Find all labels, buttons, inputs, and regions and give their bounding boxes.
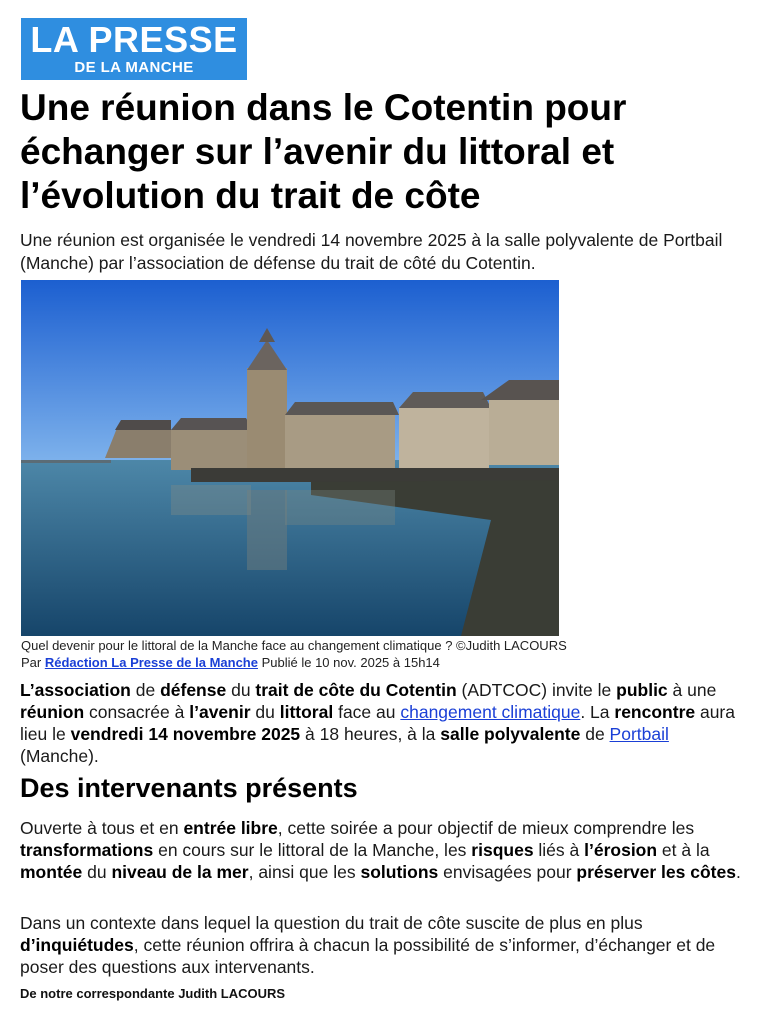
article-photo[interactable] [21,280,559,636]
bold-text: rencontre [614,702,696,722]
text: Dans un contexte dans lequel la question du trait de côte suscite de plus en plus [20,913,643,933]
text: liés à [533,840,585,860]
bold-text: réunion [20,702,85,722]
text: de [580,724,610,744]
photo-illustration [21,280,559,636]
bold-text: risques [471,840,534,860]
author-signature: De notre correspondante Judith LACOURS [20,986,286,1001]
site-logo[interactable] [21,18,247,80]
text: envisagées pour [438,862,577,882]
bold-text: l’avenir [189,702,251,722]
text: à une [667,680,717,700]
text: du [250,702,280,722]
paragraph-2 [20,817,750,883]
publish-date: Publié le 10 nov. 2025 à 15h14 [257,655,440,670]
section-heading: Des intervenants présents [20,773,358,803]
text: . La [580,702,615,722]
text: en cours sur le littoral de la Manche, les [153,840,472,860]
bold-text: transformations [20,840,154,860]
text: (ADTCOC) invite le [456,680,617,700]
portbail-link[interactable]: Portbail [609,724,669,744]
author-link[interactable]: Rédaction La Presse de la Manche [44,655,258,670]
byline-prefix: Par [21,655,45,670]
logo-line-2: DE LA MANCHE [74,59,194,76]
byline [21,655,741,671]
text: face au [333,702,401,722]
paragraph-3 [20,912,750,978]
paragraph-1 [20,679,750,767]
bold-text: niveau de la mer [111,862,249,882]
text: et à la [657,840,710,860]
text: consacrée à [84,702,190,722]
bold-text: solutions [360,862,439,882]
text: à 18 heures, à la [300,724,441,744]
bold-text: public [616,680,668,700]
text: de [130,680,161,700]
bold-text: vendredi 14 novembre 2025 [70,724,301,744]
bold-text: montée [20,862,83,882]
bold-text: entrée libre [183,818,278,838]
text: , cette soirée a pour objectif de mieux comprendre les [277,818,695,838]
article-title: Une réunion dans le Cotentin pour échanger sur l’avenir du littoral et l’évolution du trait de côte [20,87,627,216]
bold-text: préserver les côtes [576,862,736,882]
text: Ouverte à tous et en [20,818,184,838]
climate-change-link[interactable]: changement climatique [400,702,581,722]
bold-text: défense [160,680,227,700]
bold-text: littoral [279,702,334,722]
bold-text: L’association [20,680,131,700]
bold-text: l’érosion [584,840,658,860]
text: (Manche). [20,746,99,766]
text: , cette réunion offrira à chacun la possibilité de s’informer, d’échanger et de poser des questions aux intervenants. [20,935,716,977]
article-lead: Une réunion est organisée le vendredi 14 novembre 2025 à la salle polyvalente de Portbail (Manche) par l’association de défense du trait de côté du Cotentin. [20,230,723,273]
bold-text: salle polyvalente [440,724,581,744]
text: aura lieu le [20,702,735,744]
photo-caption: Quel devenir pour le littoral de la Manche face au changement climatique ? ©Judith LACOURS [21,638,567,653]
bold-text: trait de côte du Cotentin [255,680,457,700]
text: du [82,862,112,882]
text: . [735,862,741,882]
text: , ainsi que les [248,862,361,882]
logo-line-1: LA PRESSE [30,19,238,60]
bold-text: d’inquiétudes [20,935,134,955]
text: du [226,680,256,700]
